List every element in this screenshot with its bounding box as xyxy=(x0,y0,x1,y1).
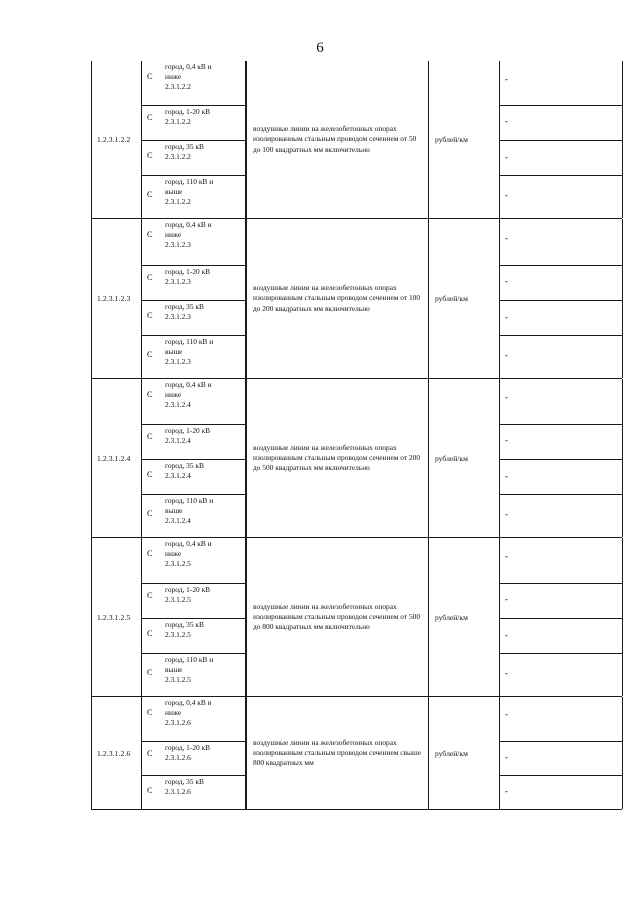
value-text: - xyxy=(505,392,508,402)
value-text: - xyxy=(505,152,508,162)
category-letter: С xyxy=(147,390,153,399)
row-unit: рублей/км xyxy=(429,538,500,696)
subrow-category xyxy=(142,741,246,775)
subrow-category xyxy=(142,697,246,741)
value-text: - xyxy=(505,630,508,640)
row-code: 1.2.3.1.2.2 xyxy=(91,61,142,218)
table-block xyxy=(91,379,622,538)
value-cell xyxy=(500,618,622,653)
value-text: - xyxy=(505,551,508,561)
row-code: 1.2.3.1.2.5 xyxy=(91,538,142,696)
table-right-border xyxy=(622,61,623,218)
category-letter: С xyxy=(147,786,153,795)
value-text: - xyxy=(505,594,508,604)
subrow-category xyxy=(142,653,246,697)
subrow-category xyxy=(142,459,246,494)
category-text: город, 1-20 кВ 2.3.1.2.3 xyxy=(165,267,211,286)
table-block xyxy=(91,538,622,697)
value-text: - xyxy=(505,752,508,762)
value-text: - xyxy=(505,435,508,445)
category-text: город, 35 кВ 2.3.1.2.2 xyxy=(165,142,204,161)
subrow-category xyxy=(142,61,246,105)
table-block xyxy=(91,219,622,379)
row-code: 1.2.3.1.2.4 xyxy=(91,379,142,537)
value-text: - xyxy=(505,509,508,519)
category-text: город, 1-20 кВ 2.3.1.2.5 xyxy=(165,585,211,604)
subrow-category xyxy=(142,379,246,424)
value-cell xyxy=(500,105,622,140)
value-cell xyxy=(500,775,622,810)
value-text: - xyxy=(505,74,508,84)
value-cell xyxy=(500,697,622,741)
value-cell xyxy=(500,140,622,175)
category-letter: С xyxy=(147,509,153,518)
category-letter: С xyxy=(147,190,153,199)
value-cell xyxy=(500,219,622,265)
table-right-border xyxy=(622,379,623,537)
value-text: - xyxy=(505,276,508,286)
category-text: город, 0,4 кВ и ниже 2.3.1.2.2 xyxy=(165,62,212,91)
row-unit: рублей/км xyxy=(429,61,500,218)
table-block xyxy=(91,697,622,810)
value-cell xyxy=(500,61,622,105)
subrow-category xyxy=(142,265,246,300)
value-cell xyxy=(500,424,622,459)
row-description: воздушные линии на железобетонных опорах изолированным стальным проводом сечением от 200 до 500 квадратных мм включительно xyxy=(246,379,429,537)
value-cell xyxy=(500,265,622,300)
value-text: - xyxy=(505,312,508,322)
row-code: 1.2.3.1.2.6 xyxy=(91,697,142,809)
value-cell xyxy=(500,379,622,424)
category-letter: С xyxy=(147,230,153,239)
row-unit: рублей/км xyxy=(429,697,500,809)
table-right-border xyxy=(622,219,623,378)
value-text: - xyxy=(505,116,508,126)
subrow-category xyxy=(142,618,246,653)
value-text: - xyxy=(505,233,508,243)
category-letter: С xyxy=(147,591,153,600)
subrow-category xyxy=(142,219,246,265)
subrow-category xyxy=(142,494,246,538)
category-letter: С xyxy=(147,72,153,81)
value-cell xyxy=(500,175,622,219)
value-cell xyxy=(500,653,622,697)
value-text: - xyxy=(505,709,508,719)
table-right-border xyxy=(622,538,623,696)
category-text: город, 110 кВ и выше 2.3.1.2.4 xyxy=(165,496,214,525)
category-text: город, 35 кВ 2.3.1.2.5 xyxy=(165,620,204,639)
value-cell xyxy=(500,741,622,775)
value-cell xyxy=(500,583,622,618)
category-letter: С xyxy=(147,668,153,677)
category-text: город, 110 кВ и выше 2.3.1.2.5 xyxy=(165,655,214,684)
row-description: воздушные линии на железобетонных опорах изолированным стальным проводом сечением от 50 до 100 квадратных мм включительно xyxy=(246,61,429,218)
value-text: - xyxy=(505,786,508,796)
subrow-category xyxy=(142,775,246,810)
category-text: город, 0,4 кВ и ниже 2.3.1.2.3 xyxy=(165,220,212,249)
category-text: город, 0,4 кВ и ниже 2.3.1.2.5 xyxy=(165,539,212,568)
subrow-category xyxy=(142,300,246,335)
value-cell xyxy=(500,494,622,538)
subrow-category xyxy=(142,538,246,583)
subrow-category xyxy=(142,105,246,140)
subrow-category xyxy=(142,335,246,379)
value-text: - xyxy=(505,190,508,200)
category-text: город, 110 кВ и выше 2.3.1.2.2 xyxy=(165,177,214,206)
table-right-border xyxy=(622,697,623,809)
category-text: город, 1-20 кВ 2.3.1.2.6 xyxy=(165,743,211,762)
row-description: воздушные линии на железобетонных опорах изолированным стальным проводом сечением свыше 800 квадратных мм xyxy=(246,697,429,809)
value-text: - xyxy=(505,471,508,481)
value-cell xyxy=(500,538,622,583)
category-letter: С xyxy=(147,432,153,441)
subrow-category xyxy=(142,583,246,618)
category-letter: С xyxy=(147,708,153,717)
row-unit: рублей/км xyxy=(429,219,500,378)
row-unit: рублей/км xyxy=(429,379,500,537)
category-text: город, 35 кВ 2.3.1.2.6 xyxy=(165,777,204,796)
category-letter: С xyxy=(147,113,153,122)
category-letter: С xyxy=(147,311,153,320)
category-letter: С xyxy=(147,350,153,359)
category-letter: С xyxy=(147,151,153,160)
page-number: 6 xyxy=(316,40,324,56)
category-text: город, 0,4 кВ и ниже 2.3.1.2.4 xyxy=(165,380,212,409)
table-block xyxy=(91,61,622,219)
value-text: - xyxy=(505,668,508,678)
value-cell xyxy=(500,300,622,335)
category-text: город, 35 кВ 2.3.1.2.3 xyxy=(165,302,204,321)
row-description: воздушные линии на железобетонных опорах изолированным стальным проводом сечением от 500 до 800 квадратных мм включительно xyxy=(246,538,429,696)
category-letter: С xyxy=(147,549,153,558)
category-letter: С xyxy=(147,470,153,479)
subrow-category xyxy=(142,175,246,219)
tariff-table xyxy=(91,61,622,810)
category-letter: С xyxy=(147,629,153,638)
category-text: город, 1-20 кВ 2.3.1.2.2 xyxy=(165,107,211,126)
value-cell xyxy=(500,459,622,494)
category-text: город, 110 кВ и выше 2.3.1.2.3 xyxy=(165,337,214,366)
row-code: 1.2.3.1.2.3 xyxy=(91,219,142,378)
category-text: город, 35 кВ 2.3.1.2.4 xyxy=(165,461,204,480)
category-letter: С xyxy=(147,273,153,282)
category-text: город, 1-20 кВ 2.3.1.2.4 xyxy=(165,426,211,445)
category-text: город, 0,4 кВ и ниже 2.3.1.2.6 xyxy=(165,698,212,727)
category-letter: С xyxy=(147,749,153,758)
row-description: воздушные линии на железобетонных опорах изолированным стальным проводом сечением от 100 до 200 квадратных мм включительно xyxy=(246,219,429,378)
subrow-category xyxy=(142,140,246,175)
value-text: - xyxy=(505,350,508,360)
subrow-category xyxy=(142,424,246,459)
value-cell xyxy=(500,335,622,379)
